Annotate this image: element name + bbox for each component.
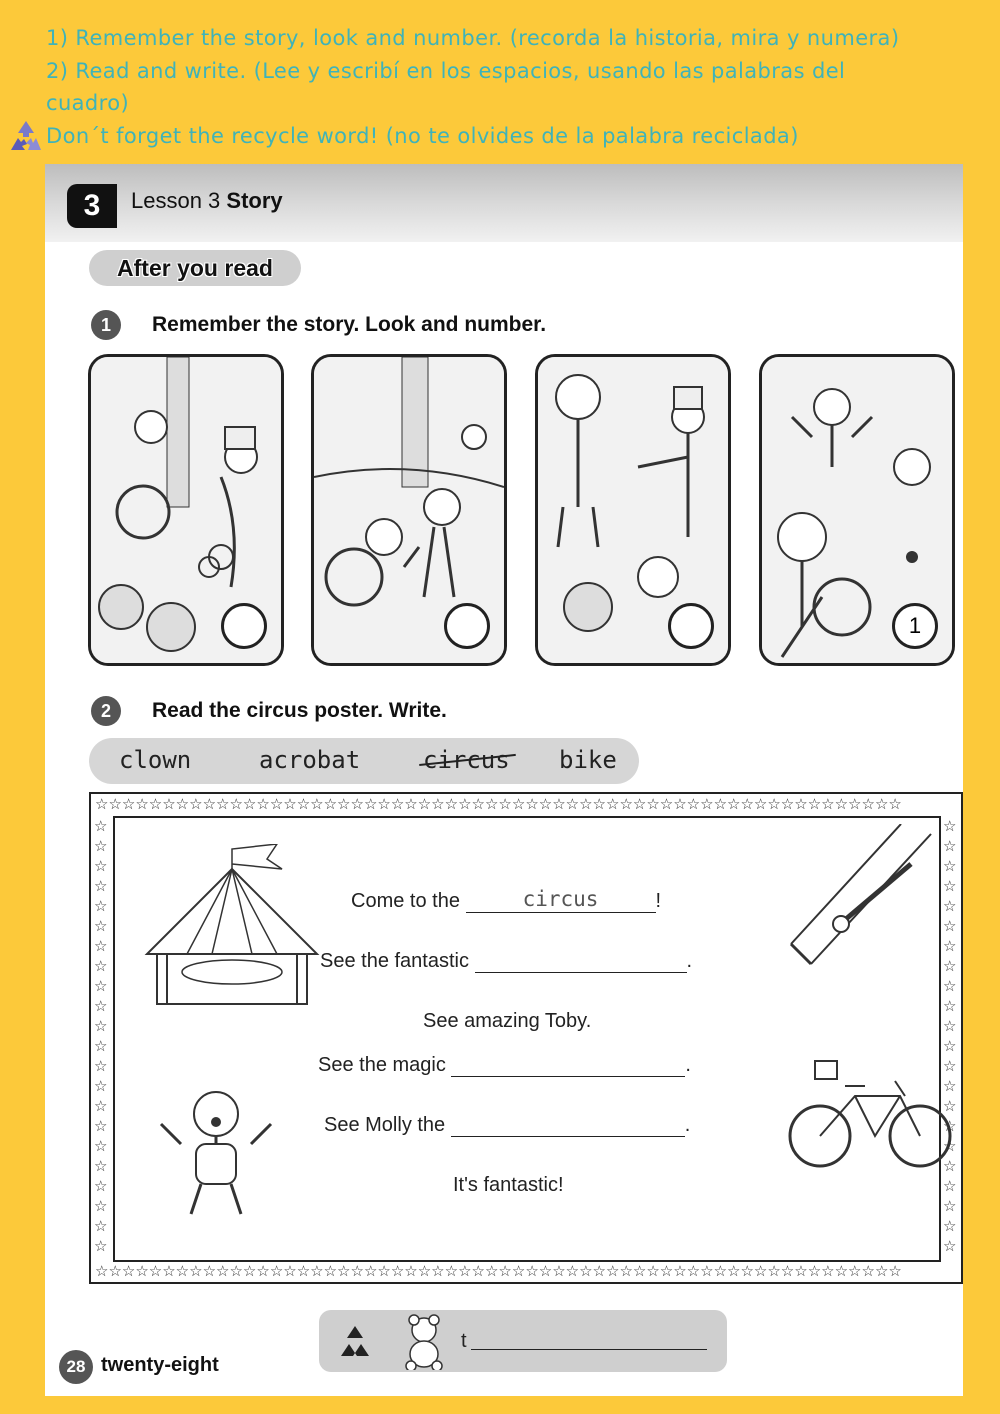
recycle-answer-blank[interactable] [471, 1328, 707, 1350]
poster-line-1 [351, 887, 662, 913]
exercise-1-number: 1 [91, 310, 121, 340]
after-you-read-heading: After you read [89, 250, 301, 286]
instruction-line-2: 2) Read and write. (Lee y escribí en los espacios, usando las palabras del [46, 58, 846, 83]
story-panel-4-number[interactable]: 1 [892, 603, 938, 649]
exercise-2-title: Read the circus poster. Write. [152, 699, 447, 722]
word-bike: bike [559, 746, 617, 774]
exercise-2-number: 2 [91, 696, 121, 726]
poster-line-1-suffix: ! [655, 890, 662, 912]
answer-blank-2[interactable] [475, 951, 687, 973]
word-circus-crossed: circus [423, 746, 510, 774]
lesson-number: 3 [67, 184, 117, 228]
workbook-page [45, 164, 963, 1396]
circus-tent-icon [127, 844, 337, 1024]
poster-line-5-prefix: See Molly the [324, 1114, 446, 1136]
recycle-word-box [319, 1310, 727, 1372]
word-bank [89, 738, 639, 784]
poster-line-3: See amazing Toby. [423, 1010, 592, 1032]
lesson-title [131, 188, 283, 214]
instruction-line-1: 1) Remember the story, look and number. (recorda la historia, mira y numera) [46, 26, 900, 50]
recycle-symbol-icon [335, 1322, 375, 1362]
teddy-bear-icon [397, 1314, 451, 1370]
poster-line-2-suffix: . [686, 950, 693, 972]
poster-line-5-suffix: . [684, 1114, 691, 1136]
instruction-line-3: cuadro) [46, 91, 130, 115]
star-border-top: ☆☆☆☆☆☆☆☆☆☆☆☆☆☆☆☆☆☆☆☆☆☆☆☆☆☆☆☆☆☆☆☆☆☆☆☆☆☆☆☆☆☆☆☆☆☆☆☆☆☆☆☆☆☆☆☆☆☆☆☆ [95, 797, 902, 812]
poster-line-4-suffix: . [685, 1054, 691, 1076]
star-border-right: ☆☆☆☆☆☆☆☆☆☆☆☆☆☆☆☆☆☆☆☆☆☆ [943, 817, 957, 1255]
answer-blank-4[interactable] [451, 1115, 685, 1137]
word-clown: clown [119, 746, 192, 774]
poster-line-6: It's fantastic! [453, 1174, 564, 1196]
acrobat-trapeze-icon [771, 824, 941, 974]
bike-icon [785, 1056, 955, 1176]
poster-line-4 [318, 1054, 691, 1077]
story-panel-2 [311, 354, 507, 666]
story-panel-3-number[interactable] [668, 603, 714, 649]
lesson-title-bold: Story [226, 188, 283, 213]
lesson-title-prefix: Lesson 3 [131, 188, 227, 213]
instructions [46, 22, 986, 152]
poster-line-1-prefix: Come to the [351, 890, 460, 912]
recycle-icon [6, 118, 46, 158]
story-panel-2-number[interactable] [444, 603, 490, 649]
poster-line-4-prefix: See the magic [318, 1054, 446, 1076]
clown-icon [151, 1084, 281, 1224]
instruction-line-4: Don´t forget the recycle word! (no te olvides de la palabra reciclada) [46, 123, 799, 148]
star-border-left: ☆☆☆☆☆☆☆☆☆☆☆☆☆☆☆☆☆☆☆☆☆☆ [94, 817, 108, 1255]
story-panel-1-number[interactable] [221, 603, 267, 649]
answer-blank-1[interactable] [466, 887, 656, 913]
page-number-word: twenty-eight [101, 1354, 219, 1376]
story-panel-1 [88, 354, 284, 666]
poster-line-2-prefix: See the fantastic [320, 950, 469, 972]
exercise-1-title: Remember the story. Look and number. [152, 313, 547, 336]
circus-poster [89, 792, 963, 1284]
answer-circus: circus [522, 887, 599, 911]
page-number-badge: 28 [59, 1350, 93, 1384]
story-panel-3 [535, 354, 731, 666]
answer-blank-3[interactable] [451, 1055, 685, 1077]
story-panel-4 [759, 354, 955, 666]
poster-line-5 [324, 1114, 690, 1137]
recycle-prefix: t [461, 1330, 467, 1352]
star-border-bottom: ☆☆☆☆☆☆☆☆☆☆☆☆☆☆☆☆☆☆☆☆☆☆☆☆☆☆☆☆☆☆☆☆☆☆☆☆☆☆☆☆☆☆☆☆☆☆☆☆☆☆☆☆☆☆☆☆☆☆☆☆ [95, 1264, 902, 1279]
word-acrobat: acrobat [259, 746, 361, 774]
poster-line-2 [320, 950, 692, 973]
